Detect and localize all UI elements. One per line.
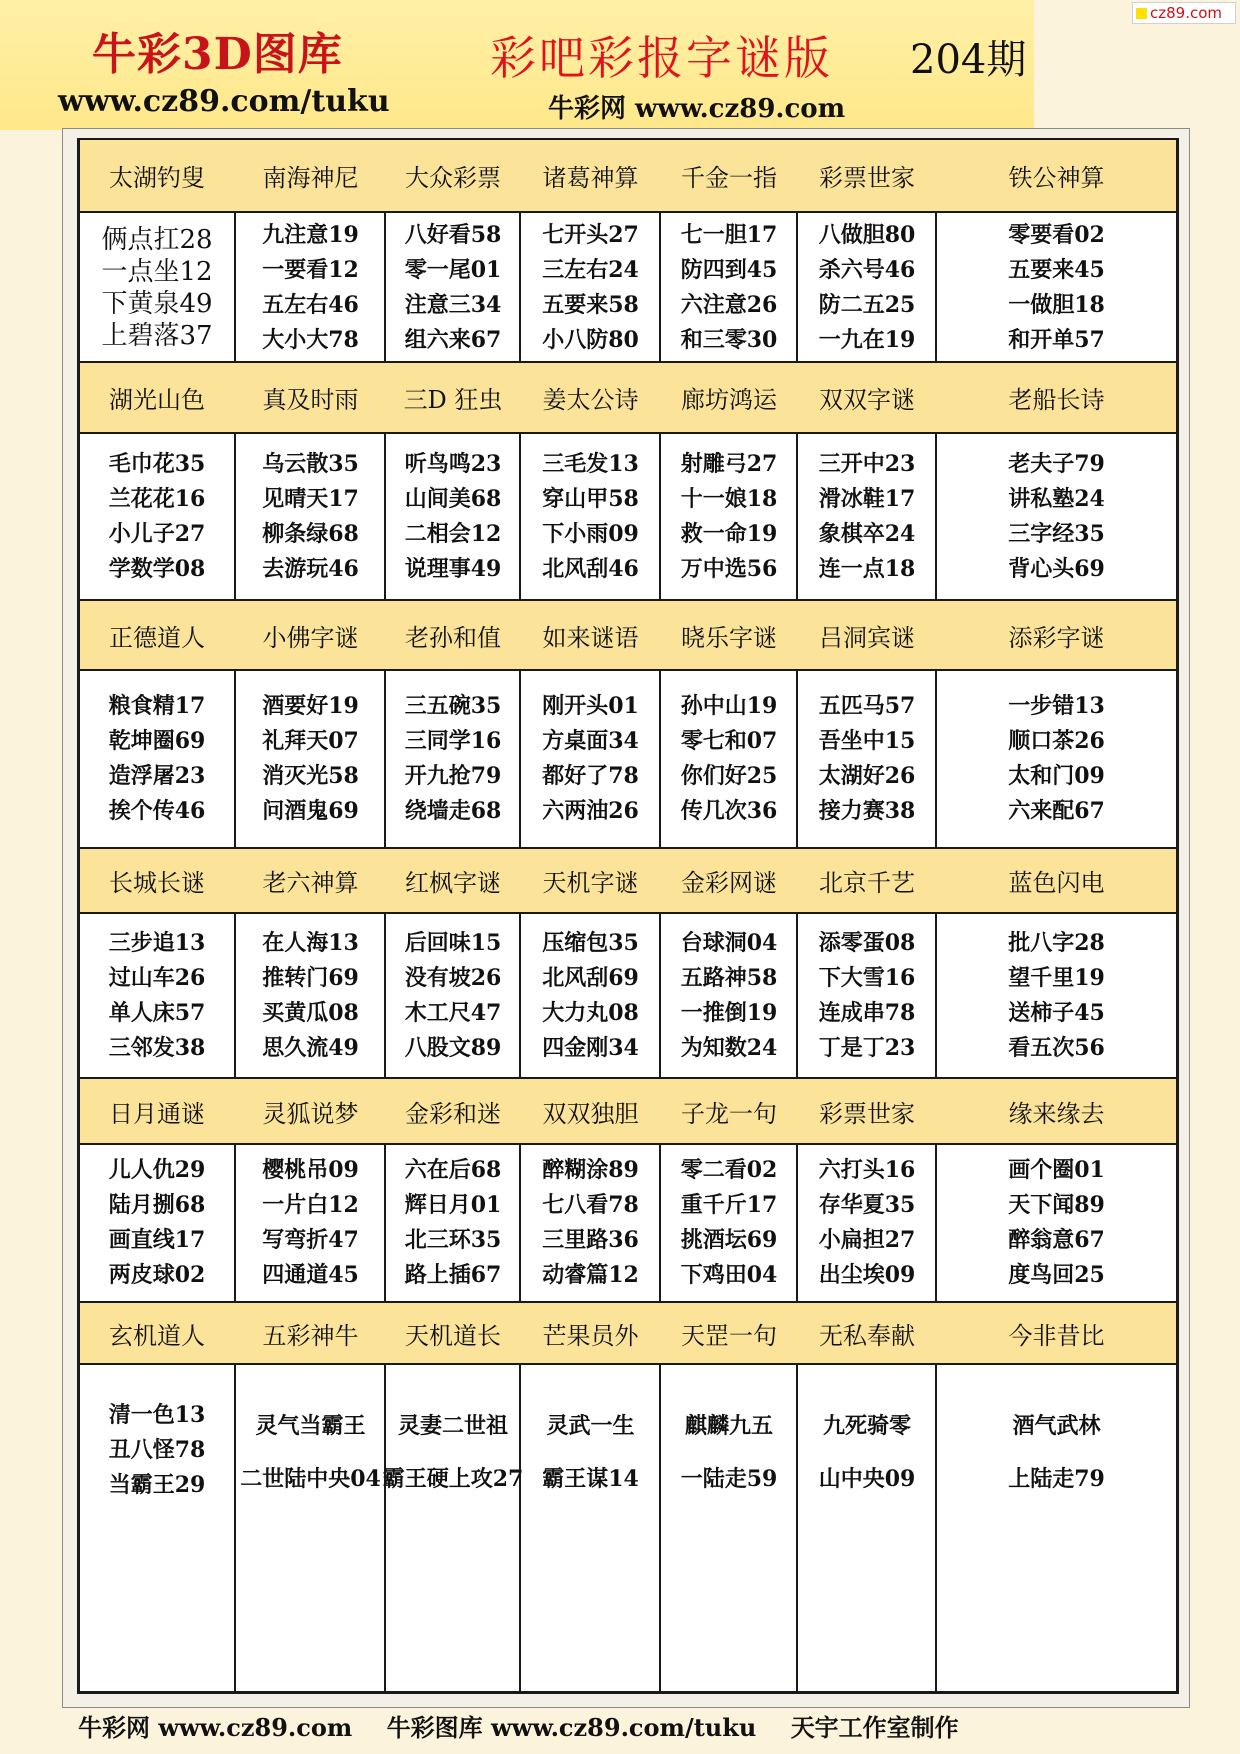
riddle-line: 滑冰鞋17 [818,485,916,512]
riddle-line: 小八防80 [542,327,639,353]
riddle-line: 清一色13 [108,1401,206,1428]
riddle-line: 一要看12 [262,257,359,283]
expert-name: 灵狐说梦 [262,1099,359,1128]
riddle-line: 酒气武林 [1012,1413,1101,1439]
riddle-line: 三步追13 [108,929,206,956]
riddle-line: 一片白12 [262,1192,359,1218]
expert-name: 天机字谜 [542,869,639,897]
riddle-line: 六打头16 [818,1157,916,1183]
expert-name: 三D 狂虫 [403,386,503,414]
riddle-line: 零七和07 [680,728,778,754]
riddle-line: 天下闻89 [1008,1192,1105,1218]
riddle-cell [386,671,520,847]
riddle-line: 和开单57 [1008,327,1105,353]
riddle-line: 推转门69 [262,964,359,991]
riddle-line: 万中选56 [680,555,778,582]
riddle-cell [521,434,660,599]
expert-name: 金彩和迷 [405,1099,501,1128]
riddle-line: 九注意19 [262,222,359,248]
riddle-cell [236,213,385,363]
riddle-cell [386,434,520,599]
riddle-line: 一陆走59 [680,1466,778,1492]
riddle-line: 霸王硬上攻27 [382,1466,524,1492]
riddle-line: 望千里19 [1008,964,1105,991]
riddle-line: 问酒鬼69 [262,798,359,824]
riddle-line: 路上插67 [404,1262,502,1288]
riddle-cell [661,213,797,363]
expert-name: 小佛字谜 [262,623,359,652]
riddle-cell [236,434,385,599]
expert-name: 双双字谜 [819,386,915,414]
expert-name: 真及时雨 [262,386,359,414]
riddle-cell [80,914,234,1077]
riddle-cell [521,1145,660,1301]
site-url-center[interactable]: 牛彩网 www.cz89.com [548,94,846,124]
riddle-line: 顺口茶26 [1008,728,1105,754]
riddle-cell [386,1145,520,1301]
expert-name: 吕洞宾谜 [819,623,915,652]
riddle-line: 射雕弓27 [680,450,778,477]
riddle-line: 出尘埃09 [818,1262,916,1288]
expert-name: 老孙和值 [405,623,501,652]
riddle-line: 大力丸08 [542,999,639,1026]
riddle-line: 小儿子27 [108,520,206,547]
riddle-line: 八做胆80 [818,222,916,248]
riddle-line: 三毛发13 [542,450,639,477]
expert-name: 如来谜语 [542,623,639,652]
riddle-cell [937,1145,1176,1301]
issue-number: 204期 [910,37,1027,83]
riddle-line: 存华夏35 [818,1192,916,1218]
riddle-line: 挨个传46 [108,798,206,824]
expert-name: 诸葛神算 [542,164,639,192]
riddle-line: 背心头69 [1008,555,1105,582]
page-footer [78,1708,985,1743]
expert-name: 缘来缘去 [1008,1099,1105,1128]
riddle-line: 木工尺47 [404,999,502,1026]
riddle-line: 添零蛋08 [818,929,916,956]
riddle-cell [937,213,1176,363]
riddle-line: 北风刮46 [542,555,639,582]
expert-name: 红枫字谜 [405,869,501,897]
expert-name: 无私奉献 [819,1321,915,1350]
riddle-line: 救一命19 [680,520,778,547]
riddle-line: 注意三34 [404,292,502,318]
footer-tuku[interactable]: 牛彩图库 www.cz89.com/tuku [386,1713,757,1742]
riddle-line: 七一胆17 [680,222,778,248]
site-title: 牛彩3D图库 [92,29,343,80]
riddle-cell [661,671,797,847]
riddle-line: 上陆走79 [1008,1466,1105,1492]
riddle-line: 上碧落37 [101,321,213,351]
riddle-line: 造浮屠23 [108,763,206,789]
riddle-line: 下大雪16 [818,964,916,991]
riddle-line: 小扁担27 [818,1227,916,1253]
riddle-line: 五要来45 [1008,257,1105,283]
riddle-line: 零二看02 [680,1157,778,1183]
riddle-line: 灵武一生 [546,1413,635,1439]
riddle-line: 听鸟鸣23 [404,450,502,477]
riddle-cell [521,213,660,363]
riddle-line: 太湖好26 [818,763,916,789]
riddle-cell [937,434,1176,599]
riddle-cell [80,671,234,847]
riddle-cell [661,434,797,599]
expert-name: 湖光山色 [109,386,205,414]
badge-square-icon [1136,8,1147,19]
riddle-cell [937,1365,1176,1535]
main-title: 彩吧彩报字谜版 [490,31,833,85]
riddle-cell [80,1365,234,1535]
riddle-line: 刚开头01 [542,693,639,719]
expert-name: 长城长谜 [109,869,205,897]
riddle-line: 都好了78 [542,763,639,789]
riddle-cell [521,671,660,847]
expert-name: 姜太公诗 [542,386,639,414]
riddle-line: 台球洞04 [680,929,778,956]
riddle-cell [798,1145,936,1301]
riddle-line: 三邻发38 [108,1034,206,1061]
riddle-line: 后回味15 [404,929,502,956]
riddle-cell [386,914,520,1077]
riddle-line: 和三零30 [680,327,778,353]
expert-name: 添彩字谜 [1008,623,1105,652]
riddle-line: 象棋卒24 [818,520,916,547]
riddle-cell [382,1365,524,1535]
riddle-line: 看五次56 [1008,1034,1105,1061]
riddle-cell [80,213,234,363]
expert-name: 五彩神牛 [262,1321,359,1350]
riddle-line: 为知数24 [680,1034,778,1061]
riddle-line: 醉翁意67 [1008,1227,1105,1253]
riddle-line: 五匹马57 [818,693,916,719]
riddle-cell [521,914,660,1077]
riddle-line: 六来配67 [1008,798,1105,824]
riddle-cell [798,1365,936,1535]
riddle-line: 粮食精17 [108,693,206,719]
riddle-line: 灵气当霸王 [255,1413,366,1439]
riddle-cell [798,213,936,363]
riddle-line: 麒麟九五 [684,1413,773,1439]
riddle-line: 二相会12 [404,520,502,547]
riddle-line: 十一娘18 [680,485,778,512]
riddle-line: 八好看58 [404,222,502,248]
riddle-line: 一做胆18 [1008,292,1105,318]
riddle-line: 动睿篇12 [542,1262,639,1288]
footer-site[interactable]: 牛彩网 www.cz89.com [78,1713,353,1742]
expert-name: 老六神算 [262,869,359,897]
riddle-line: 连成串78 [818,999,916,1026]
expert-name: 大众彩票 [405,164,501,192]
expert-name: 金彩网谜 [681,869,777,897]
watermark-badge [1132,2,1236,24]
riddle-line: 老夫子79 [1008,450,1105,477]
expert-name: 玄机道人 [109,1321,205,1350]
riddle-line: 思久流49 [262,1034,359,1061]
riddle-line: 霸王谋14 [542,1466,639,1492]
riddle-line: 六注意26 [680,292,778,318]
riddle-cell [937,914,1176,1077]
riddle-line: 绕墙走68 [404,798,502,824]
riddle-cell [661,1145,797,1301]
riddle-line: 一九在19 [818,327,916,353]
riddle-line: 过山车26 [108,964,206,991]
riddle-line: 乾坤圈69 [108,728,206,754]
riddle-line: 穿山甲58 [542,485,639,512]
expert-name: 铁公神算 [1008,164,1105,192]
riddle-line: 传几次36 [680,798,778,824]
expert-name: 子龙一句 [681,1099,777,1128]
riddle-line: 三开中23 [818,450,916,477]
riddle-line: 消灭光58 [262,763,359,789]
expert-name: 天机道长 [405,1321,501,1350]
riddle-line: 三同学16 [404,728,502,754]
riddle-line: 七开头27 [542,222,639,248]
riddle-cell [80,434,234,599]
riddle-line: 批八字28 [1008,929,1105,956]
riddle-line: 三五碗35 [404,693,502,719]
riddle-line: 丑八怪78 [108,1436,206,1463]
riddle-line: 防四到45 [680,257,778,283]
riddle-cell [236,671,385,847]
site-url[interactable]: www.cz89.com/tuku [58,84,390,119]
riddle-line: 俩点扛28 [101,225,213,255]
riddle-line: 见晴天17 [262,485,359,512]
riddle-line: 下小雨09 [542,520,639,547]
riddle-table [77,138,1179,1694]
riddle-line: 画直线17 [108,1227,206,1253]
riddle-line: 送柿子45 [1008,999,1105,1026]
riddle-line: 辉日月01 [404,1192,502,1218]
riddle-line: 在人海13 [262,929,359,956]
riddle-line: 单人床57 [108,999,206,1026]
riddle-line: 度鸟回25 [1008,1262,1105,1288]
riddle-line: 山间美68 [404,485,502,512]
riddle-line: 开九抢79 [404,763,502,789]
expert-name: 北京千艺 [819,869,915,897]
riddle-line: 四通道45 [262,1262,359,1288]
expert-name: 彩票世家 [819,164,915,192]
riddle-line: 写弯折47 [262,1227,359,1253]
riddle-line: 丁是丁23 [818,1034,916,1061]
riddle-line: 六在后68 [404,1157,502,1183]
riddle-line: 儿人仇29 [108,1157,206,1183]
riddle-cell [80,1145,234,1301]
expert-name: 千金一指 [681,164,777,192]
riddle-line: 乌云散35 [262,450,359,477]
riddle-line: 压缩包35 [542,929,639,956]
riddle-line: 樱桃吊09 [262,1157,359,1183]
riddle-cell [798,914,936,1077]
riddle-line: 大小大78 [262,327,359,353]
riddle-cell [798,434,936,599]
riddle-line: 九死骑零 [822,1413,911,1439]
riddle-cell [236,1365,385,1535]
riddle-line: 酒要好19 [262,693,359,719]
riddle-line: 你们好25 [680,763,778,789]
riddle-cell [236,914,385,1077]
riddle-line: 五要来58 [542,292,639,318]
riddle-cell [661,1365,797,1535]
riddle-line: 五左右46 [262,292,359,318]
riddle-line: 说理事49 [404,555,502,582]
riddle-line: 四金刚34 [542,1034,639,1061]
riddle-cell [661,914,797,1077]
badge-text: cz89.com [1150,4,1223,22]
riddle-line: 三字经35 [1008,520,1105,547]
expert-name: 廊坊鸿运 [681,386,777,414]
riddle-line: 孙中山19 [680,693,778,719]
riddle-line: 买黄瓜08 [262,999,359,1026]
expert-name: 彩票世家 [819,1099,915,1128]
riddle-cell [937,671,1176,847]
riddle-line: 毛巾花35 [108,450,206,477]
riddle-line: 两皮球02 [108,1262,206,1288]
riddle-line: 重千斤17 [680,1192,778,1218]
riddle-line: 陆月捌68 [108,1192,206,1218]
expert-name: 蓝色闪电 [1008,869,1105,897]
expert-name: 芒果员外 [542,1321,639,1350]
riddle-line: 北三环35 [404,1227,502,1253]
riddle-line: 柳条绿68 [262,520,359,547]
riddle-line: 醉糊涂89 [542,1157,639,1183]
riddle-line: 组六来67 [404,327,502,353]
riddle-line: 挑酒坛69 [680,1227,778,1253]
riddle-cell [236,1145,385,1301]
riddle-line: 没有坡26 [404,964,502,991]
page-header [0,0,1034,130]
riddle-line: 太和门09 [1008,763,1105,789]
riddle-line: 下黄泉49 [101,289,213,319]
riddle-line: 杀六号46 [818,257,916,283]
expert-name: 老船长诗 [1008,386,1105,414]
riddle-line: 三里路36 [542,1227,639,1253]
riddle-line: 去游玩46 [262,555,359,582]
expert-name: 晓乐字谜 [681,623,777,652]
riddle-line: 七八看78 [542,1192,639,1218]
riddle-line: 接力赛38 [818,798,916,824]
riddle-line: 连一点18 [818,555,916,582]
footer-credit: 天宇工作室制作 [790,1713,959,1742]
riddle-line: 兰花花16 [108,485,206,512]
expert-name: 今非昔比 [1008,1321,1105,1350]
riddle-line: 吾坐中15 [818,728,916,754]
riddle-line: 北风刮69 [542,964,639,991]
riddle-line: 防二五25 [818,292,916,318]
riddle-line: 礼拜天07 [262,728,359,754]
riddle-cell [798,671,936,847]
riddle-line: 五路神58 [680,964,778,991]
riddle-line: 当霸王29 [108,1471,206,1498]
riddle-cell [521,1365,660,1535]
expert-name: 天罡一句 [681,1321,777,1350]
expert-name: 正德道人 [109,623,205,652]
riddle-line: 二世陆中央04 [240,1466,381,1492]
riddle-cell [386,213,520,363]
expert-name: 日月通谜 [109,1099,205,1128]
riddle-line: 画个圈01 [1008,1157,1105,1183]
riddle-line: 零要看02 [1008,222,1105,248]
riddle-line: 八股文89 [404,1034,502,1061]
riddle-line: 零一尾01 [404,257,502,283]
riddle-line: 方桌面34 [542,728,639,754]
expert-name: 南海神尼 [262,164,359,192]
riddle-line: 讲私塾24 [1008,485,1105,512]
riddle-line: 学数学08 [108,555,206,582]
riddle-line: 灵妻二世祖 [397,1413,508,1439]
riddle-line: 三左右24 [542,257,639,283]
riddle-line: 山中央09 [818,1466,916,1492]
expert-name: 双双独胆 [542,1099,639,1128]
riddle-line: 六两油26 [542,798,639,824]
riddle-line: 一点坐12 [101,257,213,287]
riddle-line: 一步错13 [1008,693,1105,719]
expert-name: 太湖钓叟 [109,164,205,192]
riddle-line: 一推倒19 [680,999,778,1026]
riddle-line: 下鸡田04 [680,1262,778,1288]
